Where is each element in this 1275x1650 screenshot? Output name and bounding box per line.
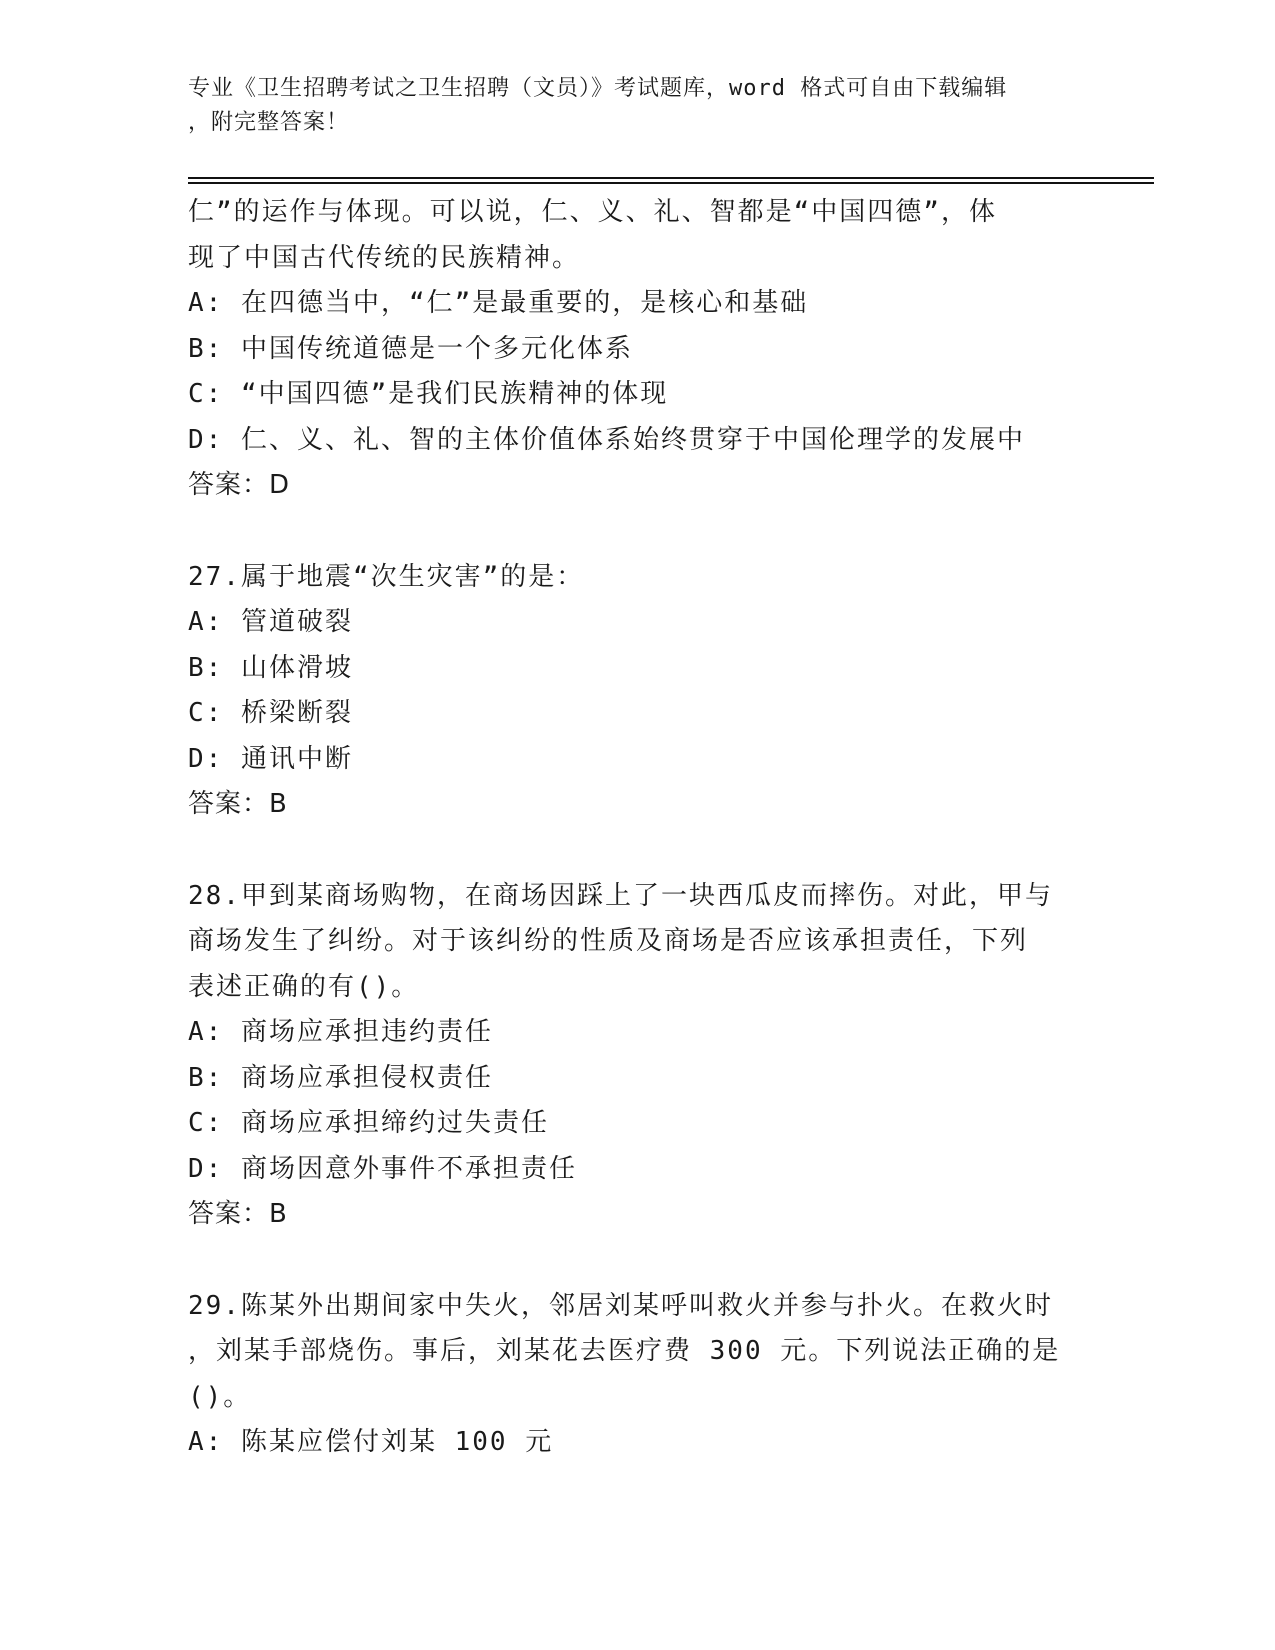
question-29 (188, 1284, 1088, 1466)
option-b: B: 山体滑坡 (188, 652, 353, 683)
question-26 (188, 190, 1088, 509)
option-b: B: 商场应承担侵权责任 (188, 1062, 493, 1093)
question-list (188, 190, 1088, 1466)
question-stem-line: 27.属于地震“次生灾害”的是： (188, 561, 585, 592)
question-stem-line: ，刘某手部烧伤。事后，刘某花去医疗费 300 元。下列说法正确的是 (188, 1336, 1061, 1366)
option-b: B: 中国传统道德是一个多元化体系 (188, 333, 633, 364)
answer: 答案：B (188, 1199, 288, 1229)
question-stem-line: 29.陈某外出期间家中失火，邻居刘某呼叫救火并参与扑火。在救火时 (188, 1290, 1053, 1321)
header-line-2: ，附完整答案！ (188, 110, 350, 135)
option-c: C: “中国四德”是我们民族精神的体现 (188, 379, 669, 409)
document-header (188, 72, 1088, 140)
question-stem-line: 表述正确的有()。 (188, 971, 420, 1002)
question-28 (188, 874, 1088, 1238)
header-rule-top (188, 177, 1154, 179)
answer: 答案：D (188, 470, 291, 500)
spacer (188, 828, 1088, 874)
question-stem-line: 商场发生了纠纷。对于该纠纷的性质及商场是否应该承担责任，下列 (188, 926, 1029, 956)
question-stem-line: 仁”的运作与体现。可以说，仁、义、礼、智都是“中国四德”，体 (188, 197, 997, 227)
question-stem-line: 28.甲到某商场购物，在商场因踩上了一块西瓜皮而摔伤。对此，甲与 (188, 880, 1053, 911)
option-c: C: 商场应承担缔约过失责任 (188, 1108, 549, 1138)
option-a: A: 在四德当中，“仁”是最重要的，是核心和基础 (188, 288, 809, 318)
question-stem-line: ()。 (188, 1381, 252, 1412)
answer: 答案：B (188, 789, 288, 819)
header-line-1: 专业《卫生招聘考试之卫生招聘（文员）》考试题库，word 格式可自由下载编辑 (188, 76, 1008, 101)
option-a: A: 陈某应偿付刘某 100 元 (188, 1427, 554, 1457)
question-27 (188, 555, 1088, 828)
option-d: D: 仁、义、礼、智的主体价值体系始终贯穿于中国伦理学的发展中 (188, 424, 1025, 455)
option-d: D: 商场因意外事件不承担责任 (188, 1153, 577, 1184)
spacer (188, 509, 1088, 555)
option-a: A: 商场应承担违约责任 (188, 1017, 493, 1047)
option-d: D: 通讯中断 (188, 743, 353, 774)
spacer (188, 1238, 1088, 1284)
header-rule-bottom (188, 182, 1154, 184)
question-stem-line: 现了中国古代传统的民族精神。 (188, 242, 581, 273)
option-a: A: 管道破裂 (188, 607, 353, 637)
option-c: C: 桥梁断裂 (188, 698, 353, 728)
